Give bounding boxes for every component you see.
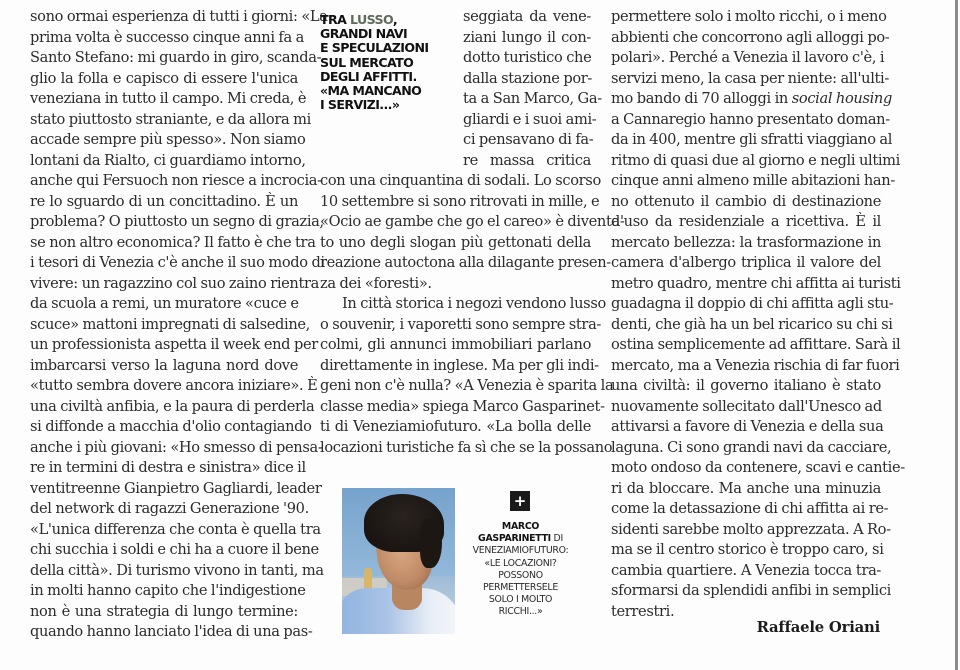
text-line: geni non c'è nulla? «A Venezia è sparita la bbox=[320, 377, 614, 394]
text-line: o souvenir, i vaporetti sono sempre stra- bbox=[320, 315, 601, 333]
text-line: una civiltà: il governo italiano è stato bbox=[611, 377, 881, 394]
headline-accent-word: LUSSO bbox=[350, 12, 393, 27]
text-line: con una cinquantina di sodali. Lo scorso bbox=[320, 172, 601, 189]
plus-icon: + bbox=[510, 491, 530, 511]
text-line: za dei «foresti». bbox=[320, 274, 432, 292]
text-line: «tutto sembra dovere ancora iniziare». È bbox=[30, 377, 318, 394]
text-line: metro quadro, mentre chi affitta ai turisti bbox=[611, 274, 901, 292]
text-line: una civiltà anfibia, e la paura di perderla bbox=[30, 397, 315, 415]
text-line: d'uso da residenziale a ricettiva. È il bbox=[611, 213, 881, 230]
text-line: ritmo di quasi due al giorno e negli ultimi bbox=[611, 151, 900, 169]
headline-box bbox=[320, 13, 460, 112]
caption-line: VENEZIAMIOFUTURO: bbox=[472, 545, 569, 557]
text-line: quando hanno lanciato l'idea di una pas- bbox=[30, 623, 313, 640]
text-line: accade sempre più spesso». Non siamo bbox=[30, 131, 306, 148]
text-line: gliardi e i suoi ami- bbox=[463, 110, 597, 128]
text-line: imbarcarsi verso la laguna nord dove bbox=[30, 356, 298, 374]
text-line: mercato bellezza: la trasformazione in bbox=[611, 233, 881, 251]
text-line: mo bando di 70 alloggi in social housing bbox=[611, 90, 892, 107]
caption-line: «LE LOCAZIONI? bbox=[484, 557, 557, 569]
headline-line: E SPECULAZIONI bbox=[320, 40, 429, 56]
text-line: lontani da Rialto, ci guardiamo intorno, bbox=[30, 151, 306, 169]
text-line: attivarsi a favore di Venezia e della sua bbox=[611, 418, 884, 435]
text-line: come la detassazione di chi affitta ai re- bbox=[611, 500, 889, 517]
text-line: stato piuttosto straniante, e da allora mi bbox=[30, 110, 311, 128]
text-line: mercato, ma a Venezia rischia di far fuori bbox=[611, 356, 900, 374]
text-line: classe media» spiega Marco Gasparinet- bbox=[320, 397, 605, 415]
caption-line: POSSONO bbox=[498, 569, 543, 581]
headline-prefix: TRA bbox=[320, 12, 351, 27]
byline-author: Raffaele Oriani bbox=[756, 619, 880, 636]
text-line: colmi, gli annunci immobiliari parlano bbox=[320, 336, 591, 353]
text-line: reazione autoctona alla dilagante presen- bbox=[320, 254, 611, 271]
text-line: «L'unica differenza che conta è quella tra bbox=[30, 520, 321, 538]
article-column-2-wide bbox=[320, 171, 625, 458]
text-line: sformarsi da splendidi anfibi in semplici bbox=[611, 582, 891, 599]
text-line: a Cannaregio hanno presentato doman- bbox=[611, 110, 890, 128]
text-line: anche i più giovani: «Ho smesso di pensa- bbox=[30, 438, 323, 456]
caption-line: RICCHI...» bbox=[498, 606, 543, 618]
text-line: «Ocio ae gambe che go el careo» è diventa- bbox=[320, 213, 625, 230]
headline-line: DEGLI AFFITTI. bbox=[320, 68, 417, 84]
text-line: dotto turistico che bbox=[463, 49, 592, 66]
text-line: cambia quartiere. A Venezia tocca tra- bbox=[611, 561, 881, 579]
text-line: camera d'albergo triplica il valore del bbox=[611, 254, 881, 271]
text-line: problema? O piuttosto un segno di grazia, bbox=[30, 213, 324, 230]
text-line: chi succhia i soldi e chi ha a cuore il bene bbox=[30, 541, 319, 558]
text-line: si diffonde a macchia d'olio contagiando bbox=[30, 418, 312, 435]
headline-line: «MA MANCANO bbox=[320, 83, 422, 99]
text-line: seggiata da vene- bbox=[463, 8, 591, 25]
portrait-photo bbox=[342, 488, 455, 634]
page-edge-line bbox=[955, 0, 958, 670]
caption-line: DI bbox=[550, 533, 563, 545]
text-line: polari». Perché a Venezia il lavoro c'è, i bbox=[611, 49, 885, 66]
text-line: da scuola a remi, un muratore «cuce e bbox=[30, 295, 299, 312]
text-line: scuce» mattoni impregnati di salsedine, bbox=[30, 315, 310, 333]
headline-line: , bbox=[392, 12, 398, 27]
photo-tower bbox=[364, 568, 372, 588]
text-line: guadagna il doppio di chi affitta agli stu- bbox=[611, 295, 894, 312]
text-line: della città». Di turismo vivono in tanti, ma bbox=[30, 561, 324, 579]
article-column-1 bbox=[30, 7, 328, 643]
text-line: denti, che già ha un bel ricarico su chi si bbox=[611, 315, 893, 333]
text-line: permettere solo i molto ricchi, o i meno bbox=[611, 8, 887, 25]
article-column-3 bbox=[611, 7, 905, 622]
text-line: un professionista aspetta il week end per bbox=[30, 336, 318, 353]
photo-caption bbox=[463, 521, 578, 619]
text-line: Santo Stefano: mi guardo in giro, scanda- bbox=[30, 49, 322, 66]
text-line: sidenti sarebbe molto apprezzata. A Ro- bbox=[611, 520, 891, 538]
text-line: abbienti che concorrono agli alloggi po- bbox=[611, 28, 890, 46]
text-line: laguna. Ci sono grandi navi da cacciare, bbox=[611, 438, 892, 456]
text-line: moto ondoso da contenere, scavi e cantie- bbox=[611, 459, 905, 476]
text-line: vivere: un ragazzino col suo zaino rientra bbox=[30, 274, 319, 292]
text-line: direttamente in inglese. Ma per gli indi- bbox=[320, 356, 599, 374]
text-line: locazioni turistiche fa sì che se la possano bbox=[320, 438, 613, 456]
caption-name-last: GASPARINETTI bbox=[478, 533, 551, 545]
text-line: da in 400, mentre gli sfratti viaggiano al bbox=[611, 131, 893, 148]
text-line: non è una strategia di lungo termine: bbox=[30, 602, 298, 620]
text-line: re in termini di destra e sinistra» dice il bbox=[30, 459, 306, 476]
text-line: ma se il centro storico è troppo caro, si bbox=[611, 541, 884, 558]
text-line: no ottenuto il cambio di destinazione bbox=[611, 192, 881, 210]
caption-line: PERMETTERSELE bbox=[483, 582, 558, 594]
text-line: ventitreenne Gianpietro Gagliardi, leader bbox=[30, 479, 322, 497]
headline-line: SUL MERCATO bbox=[320, 54, 414, 70]
text-line: anche qui Fersuoch non riesce a incrocia- bbox=[30, 172, 322, 189]
text-line: ti di Veneziamiofuturo. «La bolla delle bbox=[320, 418, 591, 435]
text-line: veneziana in tutto il campo. Mi creda, è bbox=[30, 90, 307, 107]
text-line: ri da bloccare. Ma anche una minuzia bbox=[611, 479, 881, 497]
text-line: ostina semplicemente ad affittare. Sarà il bbox=[611, 336, 901, 353]
caption-name-first: MARCO bbox=[501, 521, 540, 532]
text-line: 10 settembre si sono ritrovati in mille, e bbox=[320, 192, 600, 210]
text-line: ziani lungo il con- bbox=[463, 28, 591, 46]
italic-phrase: social housing bbox=[791, 90, 892, 107]
headline-line: GRANDI NAVI bbox=[320, 26, 408, 42]
headline-rest bbox=[320, 12, 428, 112]
text-line: se non altro economica? Il fatto è che tra bbox=[30, 233, 316, 251]
text-line: i tesori di Venezia c'è anche il suo modo di bbox=[30, 254, 325, 271]
text-line: prima volta è successo cinque anni fa a bbox=[30, 28, 304, 46]
caption-line: SOLO I MOLTO bbox=[488, 594, 553, 606]
text-line: del network di ragazzi Generazione '90. bbox=[30, 500, 309, 517]
text-line: nuovamente sollecitato dall'Unesco ad bbox=[611, 397, 882, 415]
text-line: ci pensavano di fa- bbox=[463, 131, 594, 148]
text-line: cinque anni almeno mille abitazioni han- bbox=[611, 172, 895, 189]
text-line: in molti hanno capito che l'indigestione bbox=[30, 582, 306, 599]
text-line: terrestri. bbox=[611, 602, 675, 620]
text-line: servizi meno, la casa per niente: all'ulti- bbox=[611, 69, 889, 87]
article-column-2-narrow bbox=[463, 7, 602, 171]
text-line: dalla stazione por- bbox=[463, 69, 592, 87]
text-line: re lo sguardo di un concittadino. È un bbox=[30, 192, 298, 210]
text-line: to uno degli slogan più gettonati della bbox=[320, 233, 591, 251]
text-line: ta a San Marco, Ga- bbox=[463, 90, 602, 107]
text-line: In città storica i negozi vendono lusso bbox=[342, 295, 606, 312]
headline-line: I SERVIZI...» bbox=[320, 97, 400, 113]
text-line: re massa critica bbox=[463, 151, 591, 169]
text-line: glio la folla e capisco di essere l'unica bbox=[30, 69, 298, 87]
photo-hair-side bbox=[420, 518, 442, 568]
text-line: sono ormai esperienza di tutti i giorni: «La bbox=[30, 8, 328, 25]
